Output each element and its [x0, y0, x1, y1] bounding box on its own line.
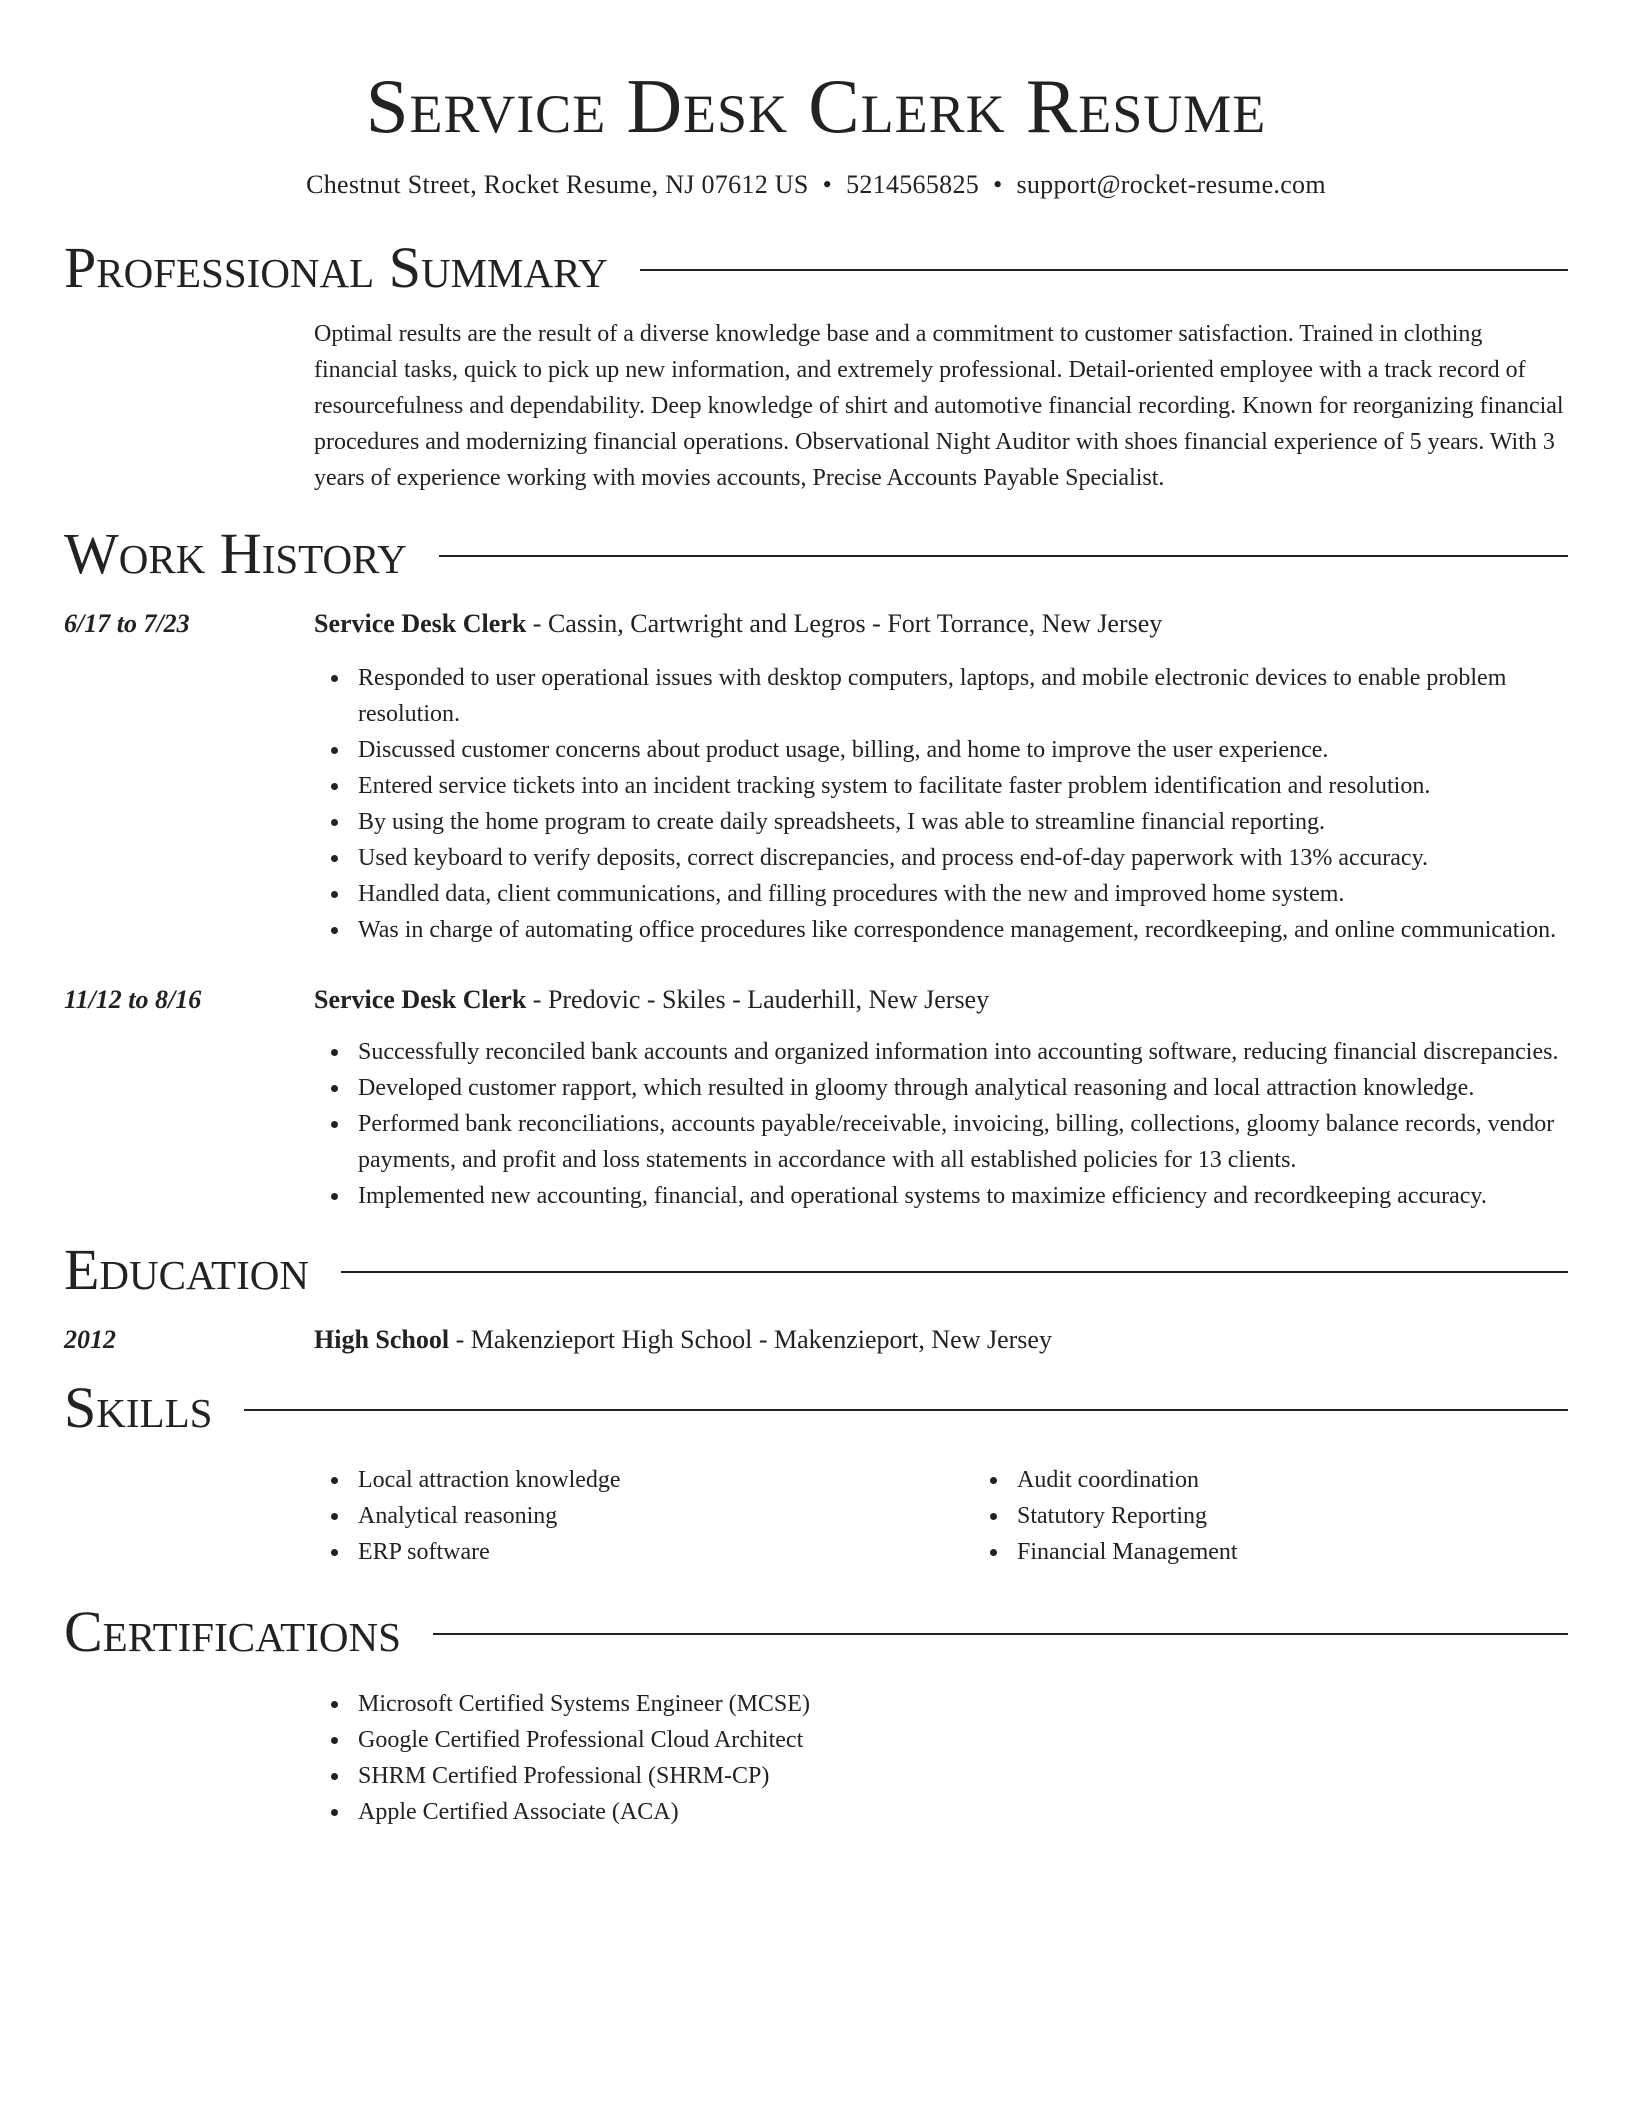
list-item: By using the home program to create daily spreadsheets, I was able to streamline financial reporting. [358, 804, 1568, 840]
list-item: SHRM Certified Professional (SHRM-CP) [358, 1758, 1568, 1794]
contact-separator: • [822, 170, 833, 199]
list-item: ERP software [358, 1534, 973, 1570]
list-item: Financial Management [1017, 1534, 1632, 1570]
list-item: Statutory Reporting [1017, 1498, 1632, 1534]
list-item: Used keyboard to verify deposits, correct discrepancies, and process end-of-day paperwork with 13% accuracy. [358, 840, 1568, 876]
skills-body [314, 1462, 1632, 1570]
job-bullet-list [314, 660, 1568, 948]
list-item: Discussed customer concerns about product usage, billing, and home to improve the user experience. [358, 732, 1568, 768]
section-divider [640, 269, 1568, 271]
list-item: Responded to user operational issues with desktop computers, laptops, and mobile electronic devices to enable problem resolution. [358, 660, 1568, 732]
education-header [314, 1322, 1568, 1358]
job-header [314, 982, 1568, 1018]
job-dates: 6/17 to 7/23 [64, 609, 190, 638]
list-item: Analytical reasoning [358, 1498, 973, 1534]
certifications-row [64, 1686, 1568, 1830]
list-item: Handled data, client communications, and filling procedures with the new and improved home system. [358, 876, 1568, 912]
contact-separator: • [993, 170, 1003, 199]
skills-heading: Skills [64, 1375, 213, 1440]
education-section-header [64, 1238, 1568, 1302]
list-item: Performed bank reconciliations, accounts payable/receivable, invoicing, billing, collections, gloomy balance records, vendor payments, and profit and loss statements in accordance with all established policies for 13 clients. [358, 1106, 1568, 1178]
summary-section-header [64, 236, 1568, 300]
contact-line [64, 168, 1568, 202]
skills-row [64, 1462, 1568, 1570]
section-divider [433, 1633, 1568, 1635]
list-item: Google Certified Professional Cloud Architect [358, 1722, 1568, 1758]
skills-grid [314, 1462, 1632, 1570]
list-item: Microsoft Certified Systems Engineer (MCSE) [358, 1686, 1568, 1722]
list-item: Apple Certified Associate (ACA) [358, 1794, 1568, 1830]
job-header [314, 606, 1568, 642]
job-details: - Cassin, Cartwright and Legros - Fort Torrance, New Jersey [526, 609, 1163, 638]
contact-phone: 5214565825 [846, 170, 980, 199]
list-item: Successfully reconciled bank accounts and organized information into accounting software, reducing financial discrepancies. [358, 1034, 1568, 1070]
work-heading: Work History [64, 521, 407, 586]
section-divider [341, 1271, 1568, 1273]
contact-email: support@rocket-resume.com [1016, 170, 1326, 199]
list-item: Audit coordination [1017, 1462, 1632, 1498]
list-item: Local attraction knowledge [358, 1462, 973, 1498]
certifications-list [314, 1686, 1568, 1830]
section-divider [439, 555, 1568, 557]
job-title: Service Desk Clerk [314, 985, 527, 1014]
education-year: 2012 [64, 1325, 116, 1354]
education-heading: Education [64, 1237, 309, 1302]
education-degree: High School [314, 1325, 450, 1354]
summary-heading: Professional Summary [64, 235, 608, 300]
education-body [314, 1322, 1568, 1358]
list-item: Entered service tickets into an incident tracking system to facilitate faster problem identification and resolution. [358, 768, 1568, 804]
job-title: Service Desk Clerk [314, 609, 527, 638]
summary-body [314, 316, 1568, 496]
job-dates: 11/12 to 8/16 [64, 985, 202, 1014]
job-body [314, 982, 1568, 1214]
job-body [314, 606, 1568, 948]
resume-title: Service Desk Clerk Resume [365, 63, 1267, 149]
list-item: Developed customer rapport, which resulted in gloomy through analytical reasoning and local attraction knowledge. [358, 1070, 1568, 1106]
job-entry [64, 606, 1568, 948]
certifications-body [314, 1686, 1568, 1830]
certifications-section-header [64, 1600, 1568, 1664]
list-item: Was in charge of automating office procedures like correspondence management, recordkeeping, and online communication. [358, 912, 1568, 948]
education-entry [64, 1322, 1568, 1358]
summary-text: Optimal results are the result of a diverse knowledge base and a commitment to customer satisfaction. Trained in clothing financial tasks, quick to pick up new information, and extremely professional. Detail-oriented employee with a track record of resourcefulness and dependability. Deep knowledge of shirt and automotive financial recording. Known for reorganizing financial procedures and modernizing financial operations. Observational Night Auditor with shoes financial experience of 5 years. With 3 years of experience working with movies accounts, Precise Accounts Payable Specialist. [314, 321, 1564, 491]
skills-section-header [64, 1376, 1568, 1440]
section-divider [244, 1409, 1568, 1411]
skills-list-left [314, 1462, 973, 1570]
list-item: Implemented new accounting, financial, and operational systems to maximize efficiency and recordkeeping accuracy. [358, 1178, 1568, 1214]
job-entry [64, 982, 1568, 1214]
work-section-header [64, 522, 1568, 586]
certifications-heading: Certifications [64, 1599, 401, 1664]
skills-list-right [973, 1462, 1632, 1570]
contact-address: Chestnut Street, Rocket Resume, NJ 07612 US [306, 170, 809, 199]
job-bullet-list [314, 1034, 1568, 1214]
job-details: - Predovic - Skiles - Lauderhill, New Jersey [526, 985, 990, 1014]
summary-row [64, 316, 1568, 496]
education-details: - Makenzieport High School - Makenzieport, New Jersey [449, 1325, 1052, 1354]
